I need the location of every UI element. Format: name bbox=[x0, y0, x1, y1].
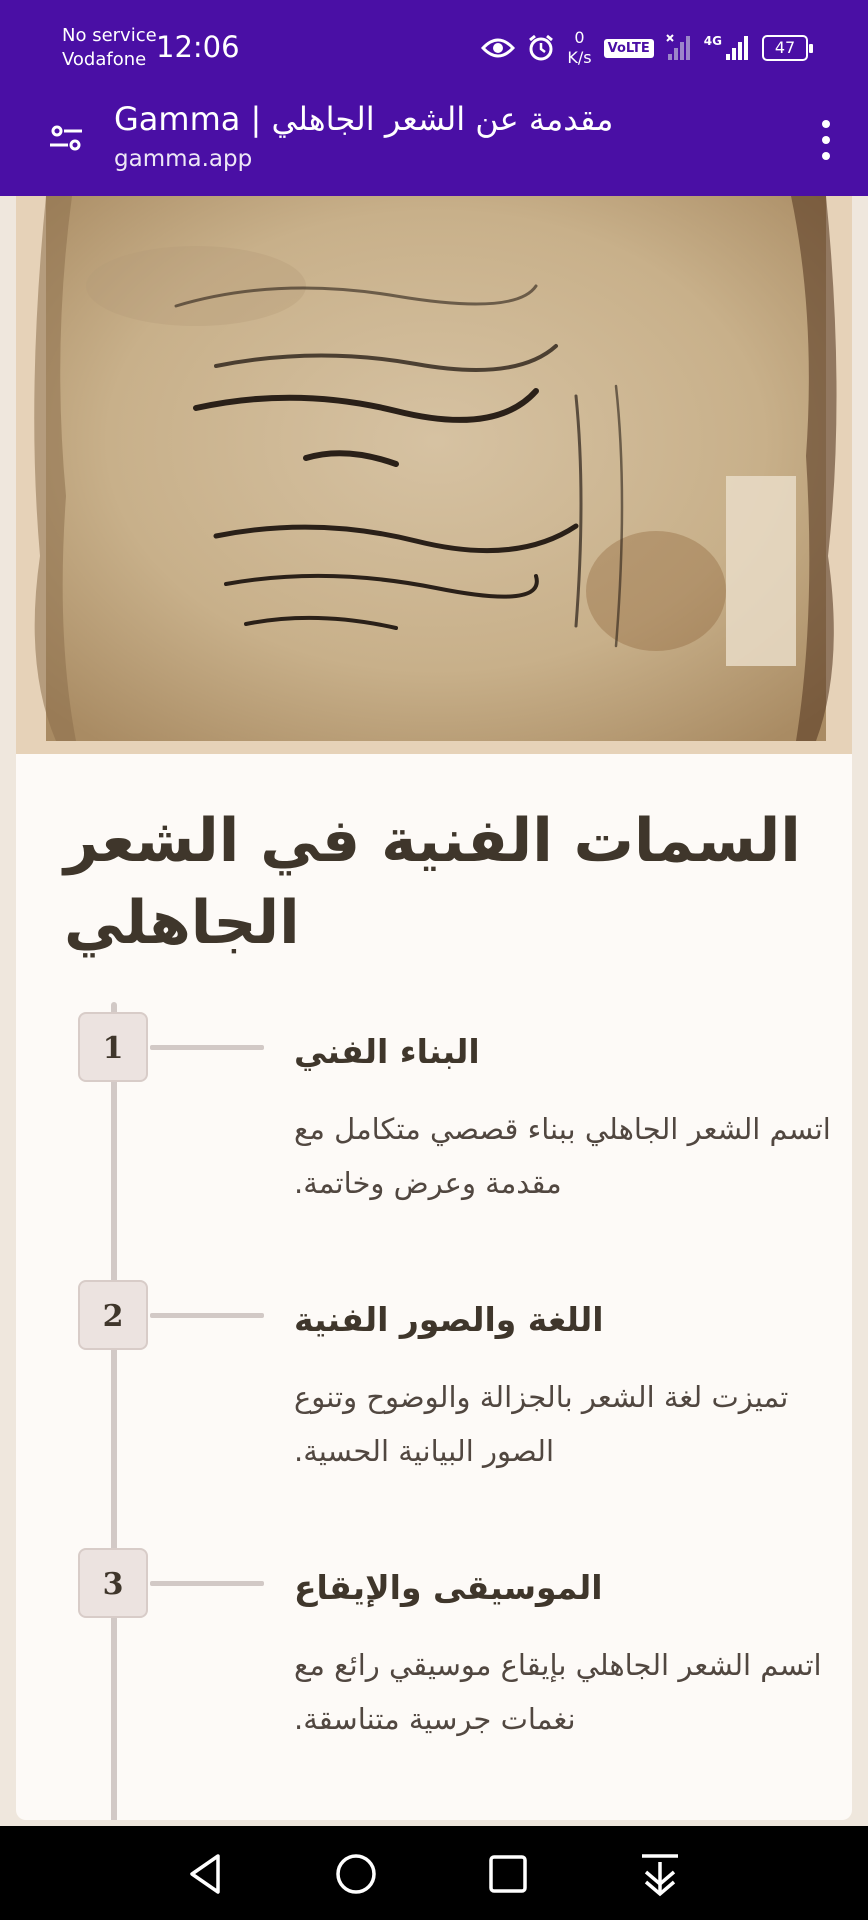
manuscript-image bbox=[16, 196, 852, 754]
step-description: اتسم الشعر الجاهلي ببناء قصصي متكامل مع مقدمة وعرض وخاتمة. bbox=[294, 1112, 831, 1200]
step-connector bbox=[150, 1313, 264, 1318]
eye-icon bbox=[481, 36, 515, 60]
alarm-icon bbox=[527, 34, 555, 62]
home-icon[interactable] bbox=[330, 1848, 382, 1900]
net-speed-unit: K/s bbox=[567, 48, 592, 67]
step-number-badge: 2 bbox=[78, 1280, 148, 1350]
status-bar bbox=[0, 0, 868, 92]
domain-text[interactable]: gamma.app bbox=[114, 146, 253, 172]
carrier-info bbox=[62, 24, 157, 72]
step-connector bbox=[150, 1045, 264, 1050]
carrier-line-2: Vodafone bbox=[62, 49, 147, 70]
step-connector bbox=[150, 1581, 264, 1586]
site-settings-icon[interactable] bbox=[48, 120, 84, 156]
system-nav-bar bbox=[0, 1826, 868, 1920]
browser-bar bbox=[0, 92, 868, 196]
recents-icon[interactable] bbox=[482, 1848, 534, 1900]
status-icons bbox=[481, 28, 808, 68]
signal-empty-icon bbox=[666, 34, 692, 62]
step-description: تميزت لغة الشعر بالجزالة والوضوح وتنوع الصور البيانية الحسية. bbox=[294, 1380, 789, 1468]
step-number-badge: 3 bbox=[78, 1548, 148, 1618]
content-card bbox=[16, 196, 852, 1820]
carrier-line-1: No service bbox=[62, 25, 157, 46]
notification-pulldown-icon[interactable] bbox=[634, 1848, 686, 1900]
more-vert-icon[interactable] bbox=[818, 116, 834, 164]
battery-indicator: 47 bbox=[762, 35, 808, 61]
net-speed-value: 0 bbox=[574, 28, 585, 47]
timeline-line bbox=[111, 1002, 117, 1820]
net-speed bbox=[567, 28, 591, 68]
step-number-badge: 1 bbox=[78, 1012, 148, 1082]
volte-badge: VoLTE bbox=[604, 39, 654, 58]
signal-4g bbox=[704, 34, 750, 62]
clock: 12:06 bbox=[156, 30, 240, 64]
signal-full-icon bbox=[724, 34, 750, 62]
page-title-bar: Gamma | مقدمة عن الشعر الجاهلي bbox=[114, 100, 614, 138]
section-heading: السمات الفنية في الشعر الجاهلي bbox=[64, 806, 801, 958]
step-description: اتسم الشعر الجاهلي بإيقاع موسيقي رائع مع نغمات جرسية متناسقة. bbox=[294, 1648, 822, 1736]
step-title: اللغة والصور الفنية bbox=[294, 1300, 604, 1339]
step-title: الموسيقى والإيقاع bbox=[294, 1568, 603, 1607]
network-type: 4G bbox=[703, 34, 722, 48]
step-title: البناء الفني bbox=[294, 1032, 480, 1071]
back-icon[interactable] bbox=[180, 1848, 232, 1900]
